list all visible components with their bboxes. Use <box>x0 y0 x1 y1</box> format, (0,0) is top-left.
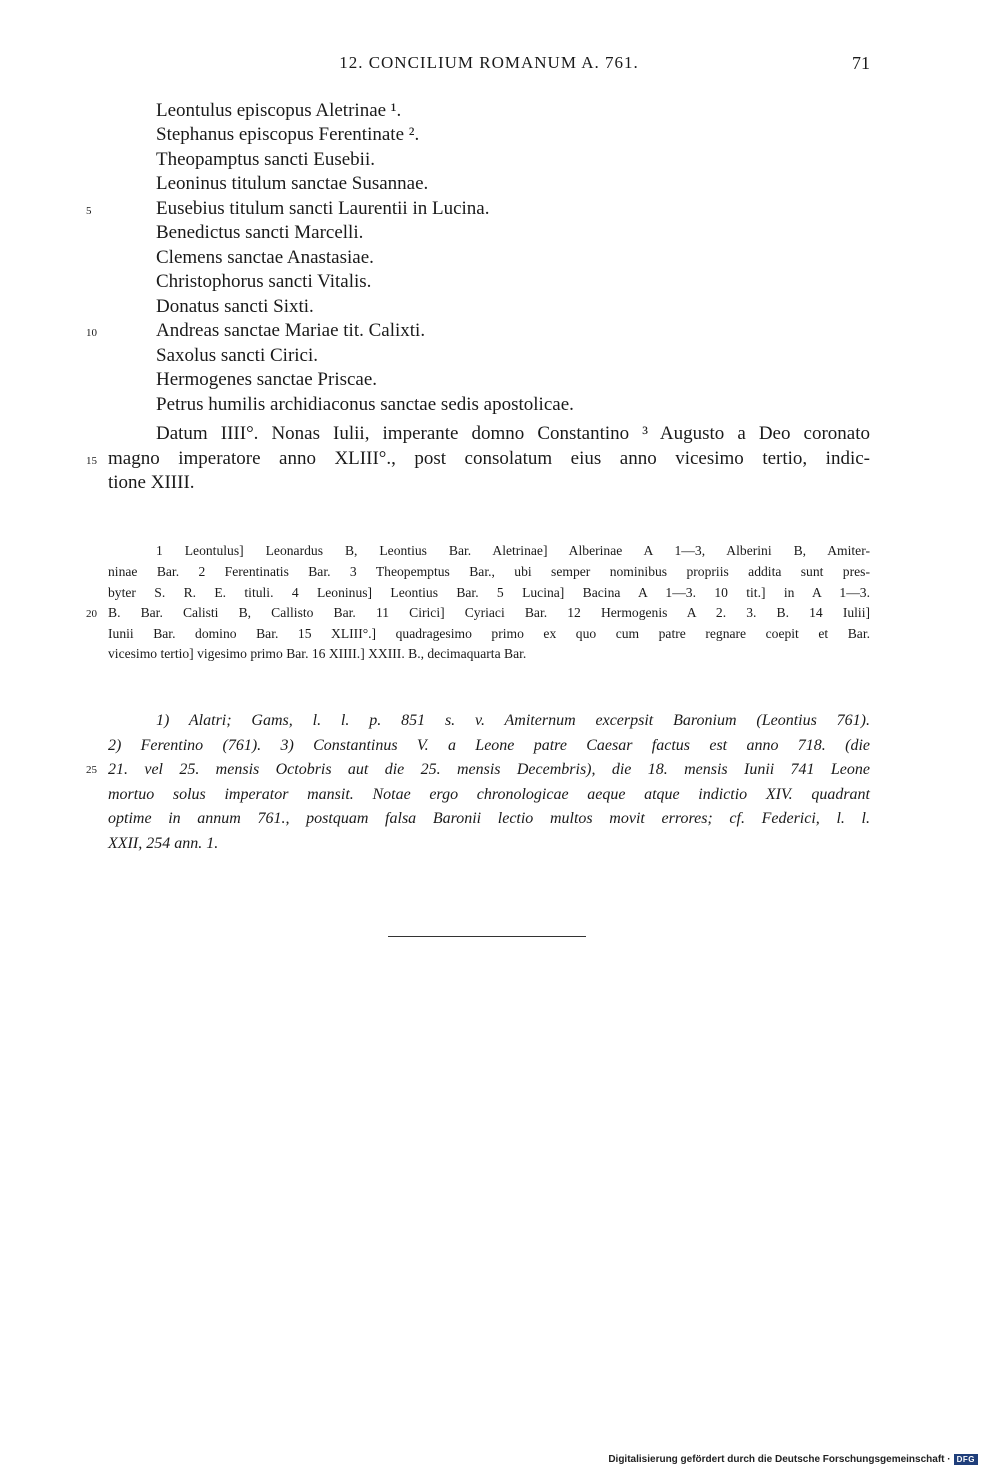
page-number: 71 <box>852 53 870 73</box>
note-line: 2) Ferentino (761). 3) Constantinus V. a Leone patre Caesar factus est anno 718. (die <box>108 737 870 754</box>
text-line: Datum IIII°. Nonas Iulii, imperante domno Constantino ³ Augusto a Deo coronato <box>156 423 870 444</box>
text-line: Leoninus titulum sanctae Susannae. <box>156 173 429 194</box>
text-line: Petrus humilis archidiaconus sanctae sedis apostolicae. <box>156 394 574 415</box>
note-line: optime in annum 761., postquam falsa Baronii lectio multos movit errores; cf. Federici, l. l. <box>108 810 870 827</box>
apparatus-line: byter S. R. E. tituli. 4 Leoninus] Leontius Bar. 5 Lucina] Bacina A 1—3. 10 tit.] in A 1—3. <box>108 585 870 600</box>
note-line: XXII, 254 ann. 1. <box>108 835 219 852</box>
note-line: 21. vel 25. mensis Octobris aut die 25. mensis Decembris), die 18. mensis Iunii 741 Leone <box>108 761 870 778</box>
footer-text: Digitalisierung gefördert durch die Deutsche Forschungsgemeinschaft · <box>608 1454 951 1465</box>
apparatus-line: 1 Leontulus] Leonardus B, Leontius Bar. Aletrinae] Alberinae A 1—3, Alberini B, Amiter- <box>156 543 870 558</box>
section-divider <box>388 936 586 937</box>
dfg-logo-icon: DFG <box>954 1454 978 1465</box>
text-line: Stephanus episcopus Ferentinate ². <box>156 124 420 145</box>
text-line: Benedictus sancti Marcelli. <box>156 222 364 243</box>
line-number: 10 <box>86 327 97 339</box>
text-line: Andreas sanctae Mariae tit. Calixti. <box>156 320 426 341</box>
apparatus-line: Iunii Bar. domino Bar. 15 XLIII°.] quadragesimo primo ex quo cum patre regnare coepit et Bar. <box>108 626 870 641</box>
note-line: mortuo solus imperator mansit. Notae ergo chronologicae aeque atque indictio XIV. quadrant <box>108 786 870 803</box>
text-line: Eusebius titulum sancti Laurentii in Lucina. <box>156 198 490 219</box>
text-line: magno imperatore anno XLIII°., post consolatum eius anno vicesimo tertio, indic- <box>108 448 870 469</box>
text-line: Donatus sancti Sixti. <box>156 296 314 317</box>
line-number: 20 <box>86 608 97 620</box>
text-line: Christophorus sancti Vitalis. <box>156 271 372 292</box>
line-number: 15 <box>86 455 97 467</box>
apparatus-line: ninae Bar. 2 Ferentinatis Bar. 3 Theopemptus Bar., ubi semper nominibus propriis addita sunt pres- <box>108 564 870 579</box>
page-header <box>108 53 870 79</box>
text-line: Theopamptus sancti Eusebii. <box>156 149 375 170</box>
text-line: Hermogenes sanctae Priscae. <box>156 369 378 390</box>
note-line: 1) Alatri; Gams, l. l. p. 851 s. v. Amiternum excerpsit Baronium (Leontius 761). <box>156 712 870 729</box>
text-line: Saxolus sancti Cirici. <box>156 345 319 366</box>
line-number: 25 <box>86 764 97 776</box>
text-line: Leontulus episcopus Aletrinae ¹. <box>156 100 402 121</box>
apparatus-line: vicesimo tertio] vigesimo primo Bar. 16 XIIII.] XXIII. B., decimaquarta Bar. <box>108 646 527 661</box>
digitization-footer <box>608 1454 978 1465</box>
line-number: 5 <box>86 205 92 217</box>
apparatus-line: B. Bar. Calisti B, Callisto Bar. 11 Cirici] Cyriaci Bar. 12 Hermogenis A 2. 3. B. 14 Iulii] <box>108 605 870 620</box>
running-title: 12. CONCILIUM ROMANUM A. 761. <box>339 53 639 72</box>
text-line: Clemens sanctae Anastasiae. <box>156 247 374 268</box>
text-line: tione XIIII. <box>108 472 195 493</box>
